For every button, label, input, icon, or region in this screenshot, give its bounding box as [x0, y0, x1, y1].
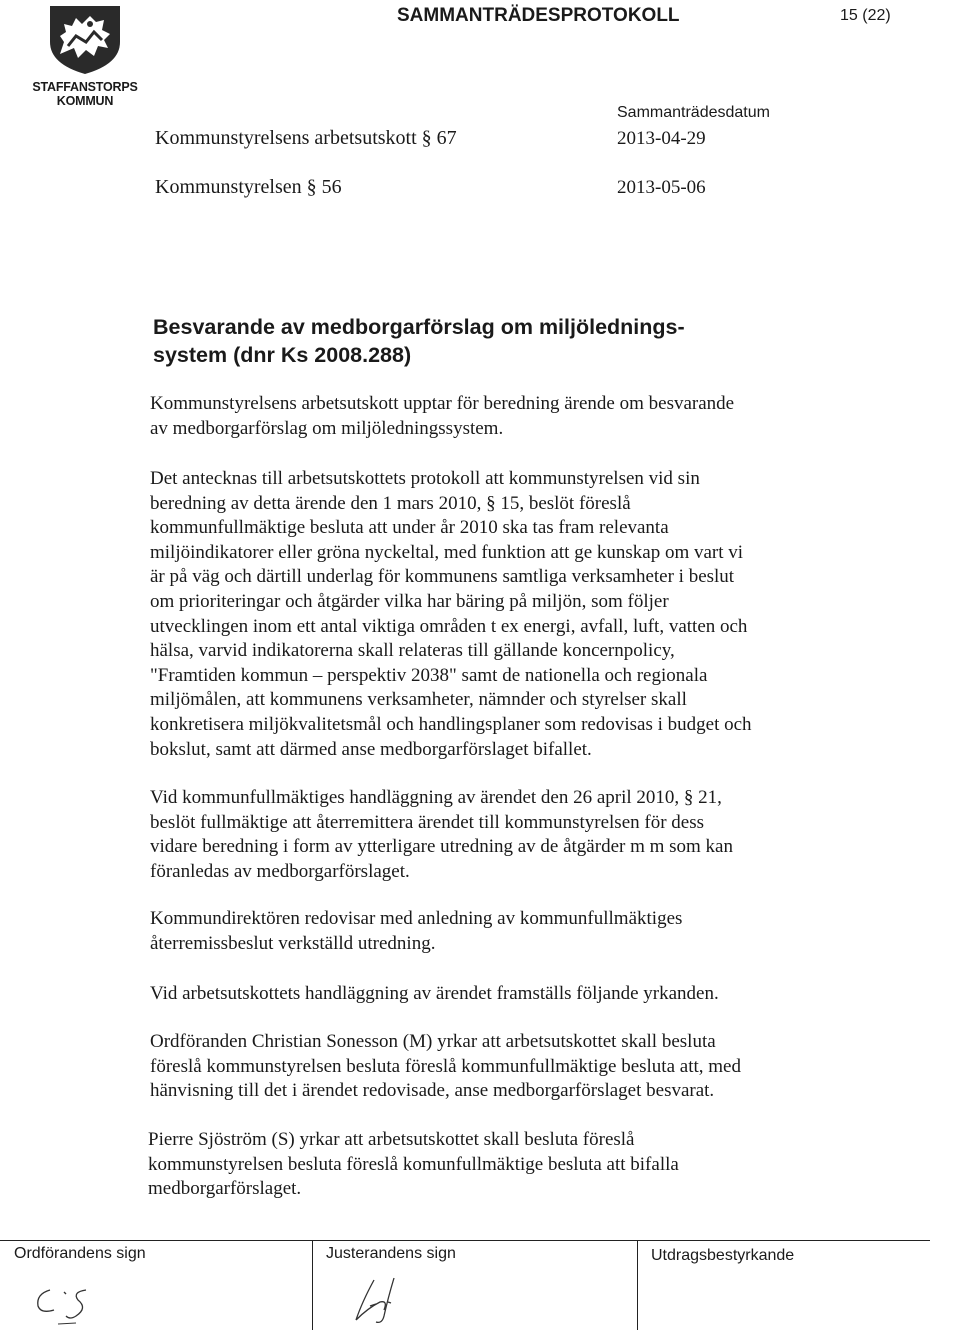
text-line: "Framtiden kommun – perspektiv 2038" samt de nationella och regionala	[150, 664, 708, 686]
text-line: föreslå kommunstyrelsen besluta föreslå kommunfullmäktige besluta att, med	[150, 1055, 741, 1077]
meeting-date-2: 2013-05-06	[617, 177, 706, 198]
text-line: Vid arbetsutskottets handläggning av ärendet framställs följande yrkanden.	[150, 983, 719, 1004]
chair-sign-label: Ordförandens sign	[14, 1245, 146, 1262]
text-line: Pierre Sjöström (S) yrkar att arbetsutskottet skall besluta föreslå	[148, 1129, 635, 1150]
text-line: konkretisera miljökvalitetsmål och handlingsplaner som redovisas i budget och	[150, 713, 752, 735]
document-title: SAMMANTRÄDESPROTOKOLL	[397, 5, 680, 26]
text-line: kommunfullmäktige besluta att under år 2010 ska tas fram relevanta	[150, 517, 669, 539]
text-line: Kommundirektören redovisar med anledning av kommunfullmäktiges	[150, 908, 683, 929]
text-line: hälsa, varvid indikatorerna skall relateras till gällande koncernpolicy,	[150, 640, 675, 662]
section-heading-line1: Besvarande av medborgarförslag om miljölednings-	[153, 315, 685, 339]
municipality-name-line1: STAFFANSTORPS	[32, 80, 138, 94]
meeting-label-1: Kommunstyrelsens arbetsutskott § 67	[155, 127, 457, 149]
adjuster-sign-label: Justerandens sign	[326, 1245, 456, 1262]
footer-column-divider	[312, 1240, 313, 1330]
text-line: Kommunstyrelsens arbetsutskott upptar för beredning ärende om besvarande	[150, 393, 735, 414]
text-line: beredning av detta ärende den 1 mars 2010, § 15, beslöt föreslå	[150, 492, 631, 514]
adjuster-signature	[348, 1272, 418, 1332]
section-heading-line2: system (dnr Ks 2008.288)	[153, 343, 412, 367]
footer-column-divider	[637, 1240, 638, 1330]
coat-of-arms-icon	[46, 2, 124, 76]
municipality-name-line2: KOMMUN	[56, 94, 114, 108]
paragraph-5	[150, 982, 850, 1007]
paragraph-2	[150, 467, 850, 762]
paragraph-7	[148, 1128, 848, 1202]
text-line: hänvisning till det i ärendet redovisade, anse medborgarförslaget besvarat.	[150, 1080, 715, 1102]
text-line: kommunstyrelsen besluta föreslå komunfullmäktige besluta att bifalla	[148, 1153, 679, 1175]
text-line: föranledas av medborgarförslaget.	[150, 860, 410, 882]
text-line: av medborgarförslag om miljöledningssystem.	[150, 417, 504, 439]
text-line: Vid kommunfullmäktiges handläggning av ärendet den 26 april 2010, § 21,	[150, 787, 722, 808]
chair-signature	[28, 1280, 118, 1332]
text-line: utvecklingen inom ett antal viktiga områden t ex energi, avfall, luft, vatten och	[150, 615, 748, 637]
paragraph-6	[150, 1030, 850, 1104]
excerpt-certified-label: Utdragsbestyrkande	[651, 1247, 795, 1264]
page-number: 15 (22)	[840, 7, 891, 24]
text-line: Det antecknas till arbetsutskottets protokoll att kommunstyrelsen vid sin	[150, 468, 700, 489]
paragraph-1	[150, 392, 850, 441]
text-line: vidare beredning i form av ytterligare utredning av de åtgärder m m som kan	[150, 836, 733, 858]
text-line: miljöindikatorer eller gröna nyckeltal, med funktion att ge kunskap om vart vi	[150, 541, 744, 563]
text-line: återremissbeslut verkställd utredning.	[150, 932, 436, 954]
text-line: bokslut, samt att därmed anse medborgarförslaget bifallet.	[150, 738, 592, 760]
text-line: miljömålen, att kommunens verksamheter, nämnder och styrelser skall	[150, 689, 687, 711]
text-line: medborgarförslaget.	[148, 1178, 302, 1200]
meeting-date-heading: Sammanträdesdatum	[617, 104, 770, 121]
text-line: beslöt fullmäktige att återremittera ärendet till kommunstyrelsen för dess	[150, 811, 704, 833]
meeting-label-2: Kommunstyrelsen § 56	[155, 176, 342, 198]
paragraph-3	[150, 786, 850, 884]
paragraph-4	[150, 907, 850, 956]
footer-divider	[0, 1240, 930, 1241]
text-line: om prioriteringar och åtgärder vilka har bäring på miljön, som följer	[150, 590, 669, 612]
section-heading	[153, 313, 833, 369]
text-line: är på väg och därtill underlag för kommunens samtliga verksamheter i beslut	[150, 566, 735, 588]
meeting-date-1: 2013-04-29	[617, 128, 706, 149]
municipality-logo	[30, 2, 140, 108]
text-line: Ordföranden Christian Sonesson (M) yrkar att arbetsutskottet skall besluta	[150, 1031, 716, 1052]
